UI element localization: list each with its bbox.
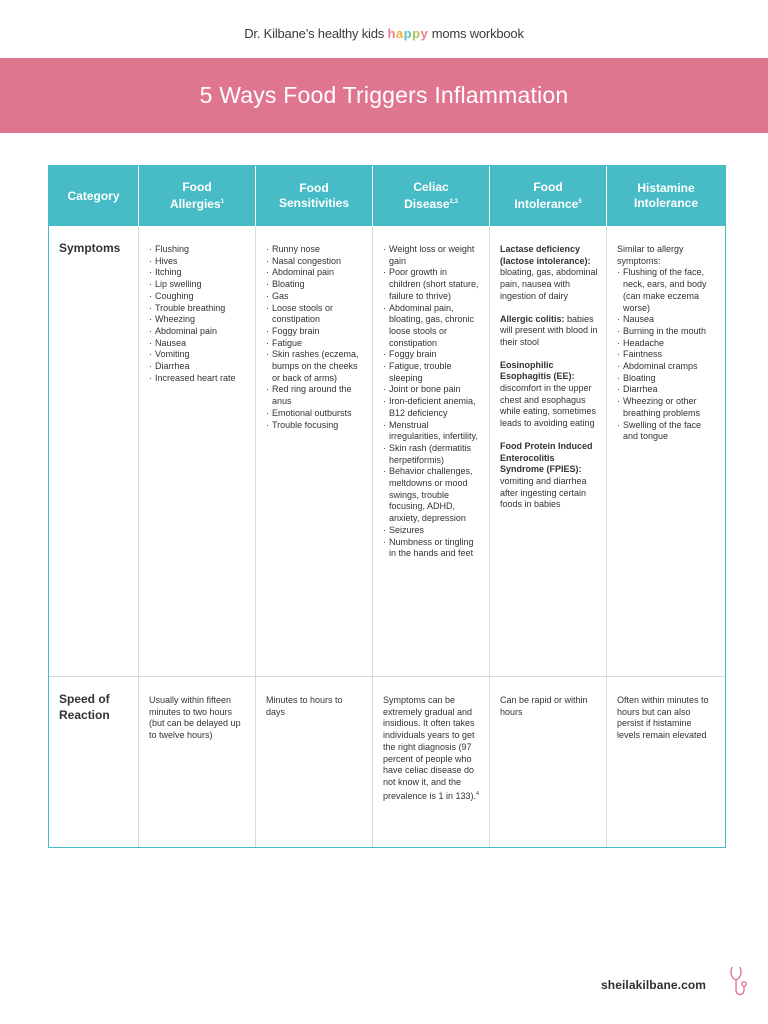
header-category: Category [67,188,120,203]
cell-intolerance-symptoms [489,226,606,676]
histamine-intro: Similar to allergy symptoms: [617,244,684,266]
list-item: · Seizures [383,525,481,537]
intolerance-block: Food Protein Induced Enterocolitis Syndrome (FPIES): vomiting and diarrhea after ingesting certain foods in babies [500,440,593,510]
list-item: · Runny nose [266,244,364,256]
header-food-intolerance: Food Intolerance$^5$ [489,166,606,226]
list-item: · Hives [149,256,247,268]
list-item: · Numbness or tingling in the hands and feet [383,537,481,560]
stethoscope-icon [729,966,749,1000]
list-item: · Burning in the mouth [617,326,717,338]
list-item: · Foggy brain [266,326,364,338]
list-item: · Vomiting [149,349,247,361]
list-item: · Faintness [617,349,717,361]
list-item: · Emotional outbursts [266,408,364,420]
list-item: · Bloating [266,279,364,291]
brand-happy: happy [387,26,429,41]
list-item: · Coughing [149,291,247,303]
workbook-title [0,26,768,41]
list-item: · Abdominal cramps [617,361,717,373]
list-item: · Skin rashes (eczema, bumps on the cheeks or back of arms) [266,349,364,384]
list-item: · Menstrual irregularities, infertility, [383,420,481,443]
intolerance-block: Allergic colitis: babies will present with blood in their stool [500,313,598,347]
table-row-symptoms [49,226,725,677]
category-symptoms: Symptoms [59,241,121,255]
cell-allergies-symptoms [138,226,255,676]
page-title: 5 Ways Food Triggers Inflammation [199,82,569,108]
list-item: · Iron-deficient anemia, B12 deficiency [383,396,481,419]
list-item: · Fatigue, trouble sleeping [383,361,481,384]
cell-celiac-symptoms [372,226,489,676]
brand-suffix: moms workbook [431,26,524,41]
list-item: · Skin rash (dermatitis herpetiformis) [383,443,481,466]
list-item: · Lip swelling [149,279,247,291]
table-row-speed [49,677,725,847]
cell-celiac-speed: Symptoms can be extremely gradual and insidious. It often takes individuals years to get the right diagnosis (97 percent of people who have celiac disease do not know it, and the prevalence is 1 in 133).$^4$ [372,677,489,847]
header-histamine-intolerance: Histamine Intolerance [606,166,725,226]
header-celiac-disease: Celiac Disease$^{2,3}$ [372,166,489,226]
title-banner [0,58,768,133]
list-item: · Nausea [617,314,717,326]
cell-histamine-speed: Often within minutes to hours but can also persist if histamine levels remain elevated [606,677,725,847]
list-item: · Abdominal pain, bloating, gas, chronic loose stools or constipation [383,303,481,350]
header-food-allergies: Food Allergies$^1$ [138,166,255,226]
list-item: · Behavior challenges, meltdowns or mood swings, trouble focusing, ADHD, anxiety, depression [383,466,481,525]
cell-sensitivities-symptoms [255,226,372,676]
list-item: · Trouble focusing [266,420,364,432]
list-item: · Itching [149,267,247,279]
list-item: · Diarrhea [149,361,247,373]
list-item: · Wheezing [149,314,247,326]
list-item: · Trouble breathing [149,303,247,315]
list-item: · Red ring around the anus [266,384,364,407]
list-item: · Weight loss or weight gain [383,244,481,267]
website-footer: sheilakilbane.com [601,978,707,992]
list-item: · Foggy brain [383,349,481,361]
intolerance-block: Lactase deficiency (lactose intolerance): bloating, gas, abdominal pain, nausea with ingestion of dairy [500,244,598,301]
list-item: · Diarrhea [617,384,717,396]
list-item: · Wheezing or other breathing problems [617,396,717,419]
list-item: · Swelling of the face and tongue [617,420,717,443]
list-item: · Abdominal pain [266,267,364,279]
list-item: · Joint or bone pain [383,384,481,396]
cell-histamine-symptoms [606,226,725,676]
list-item: · Abdominal pain [149,326,247,338]
list-item: · Gas [266,291,364,303]
intolerance-block: Eosinophilic Esophagitis (EE): discomfort in the upper chest and esophagus while eating, sometimes leads to avoiding eating [500,359,597,429]
category-speed-of-reaction: Speed of Reaction [59,692,110,722]
table-header [49,166,725,226]
header-food-sensitivities: Food Sensitivities [255,166,372,226]
cell-intolerance-speed: Can be rapid or within hours [489,677,606,847]
list-item: · Flushing of the face, neck, ears, and body (can make eczema worse) [617,267,717,314]
cell-sensitivities-speed: Minutes to hours to days [255,677,372,847]
list-item: · Bloating [617,373,717,385]
list-item: · Headache [617,338,717,350]
brand-prefix: Dr. Kilbane’s healthy kids [244,26,385,41]
list-item: · Increased heart rate [149,373,247,385]
list-item: · Fatigue [266,338,364,350]
list-item: · Loose stools or constipation [266,303,364,326]
list-item: · Nausea [149,338,247,350]
cell-allergies-speed: Usually within fifteen minutes to two hours (but can be delayed up to twelve hours) [138,677,255,847]
list-item: · Nasal congestion [266,256,364,268]
list-item: · Poor growth in children (short stature, failure to thrive) [383,267,481,302]
comparison-table [48,165,726,848]
list-item: · Flushing [149,244,247,256]
